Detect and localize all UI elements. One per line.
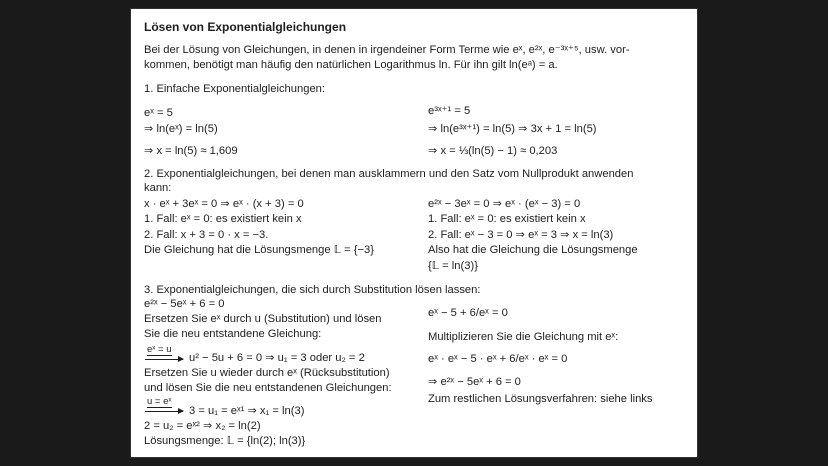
section2-heading: 2. Exponentialgleichungen, bei denen man ausklammern und den Satz vom Nullprodukt anwenden [144, 168, 634, 180]
section1-right-line: e³ˣ⁺¹ = 5 [428, 105, 471, 117]
back-substitution-label: u = eˣ [147, 396, 172, 407]
document-page [131, 9, 697, 457]
section3-right-line: eˣ − 5 + 6/eˣ = 0 [428, 307, 508, 319]
section2-right-line: e²ˣ − 3eˣ = 0 ⇒ eˣ · (eˣ − 3) = 0 [428, 198, 581, 210]
section2-left-line: 2. Fall: x + 3 = 0 · x = −3. [144, 229, 269, 241]
substitution-arrow [145, 359, 183, 360]
section1-right-line: ⇒ x = ⅓(ln(5) − 1) ≈ 0,203 [428, 145, 558, 157]
section2-right-line: 1. Fall: eˣ = 0: es existiert kein x [428, 213, 586, 225]
section1-left-line: eˣ = 5 [144, 107, 173, 119]
section1-right-line: ⇒ ln(e³ˣ⁺¹) = ln(5) ⇒ 3x + 1 = ln(5) [428, 123, 597, 135]
section2-left-line: 1. Fall: eˣ = 0: es existiert kein x [144, 213, 302, 225]
section2-heading: kann: [144, 182, 172, 194]
section2-right-line: {𝕃 = ln(3)} [428, 260, 478, 272]
substitution-label: eˣ = u [147, 344, 172, 355]
section3-right-line: Zum restlichen Lösungsverfahren: siehe links [428, 393, 653, 405]
section2-left-line: Die Gleichung hat die Lösungsmenge 𝕃 = {−3} [144, 244, 374, 256]
section3-left-line: Ersetzen Sie eˣ durch u (Substitution) und lösen [144, 313, 382, 325]
page-title: Lösen von Exponentialgleichungen [144, 20, 347, 34]
section1-heading: 1. Einfache Exponentialgleichungen: [144, 83, 325, 95]
back-substitution-arrow [145, 411, 183, 412]
section3-right-line: ⇒ e²ˣ − 5eˣ + 6 = 0 [428, 376, 521, 388]
section3-left-line: e²ˣ − 5eˣ + 6 = 0 [144, 298, 225, 310]
section3-left-line: Lösungsmenge: 𝕃 = {ln(2); ln(3)} [144, 435, 306, 447]
section3-right-line: Multiplizieren Sie die Gleichung mit eˣ: [428, 331, 619, 343]
section1-left-line: ⇒ x = ln(5) ≈ 1,609 [144, 145, 238, 157]
intro-line: Bei der Lösung von Gleichungen, in denen in irgendeiner Form Terme wie eˣ, e²ˣ, e⁻³ˣ⁺⁵, usw. vor- [144, 44, 630, 56]
section3-left-line: 3 = u₁ = eˣ¹ ⇒ x₁ = ln(3) [189, 405, 305, 417]
section3-right-line: eˣ · eˣ − 5 · eˣ + 6/eˣ · eˣ = 0 [428, 353, 568, 365]
section2-right-line: 2. Fall: eˣ − 3 = 0 ⇒ eˣ = 3 ⇒ x = ln(3) [428, 229, 614, 241]
section1-left-line: ⇒ ln(eˣ) = ln(5) [144, 123, 218, 135]
section3-left-line: u² − 5u + 6 = 0 ⇒ u₁ = 3 oder u₂ = 2 [189, 352, 365, 364]
section3-heading: 3. Exponentialgleichungen, die sich durch Substitution lösen lassen: [144, 284, 481, 296]
intro-line: kommen, benötigt man häufig den natürlichen Logarithmus ln. Für ihn gilt ln(eᵃ) = a. [144, 59, 558, 71]
section3-left-line: Ersetzen Sie u wieder durch eˣ (Rücksubstitution) [144, 367, 390, 379]
section3-left-line: Sie die neu entstandene Gleichung: [144, 328, 322, 340]
section2-right-line: Also hat die Gleichung die Lösungsmenge [428, 244, 638, 256]
section2-left-line: x · eˣ + 3eˣ = 0 ⇒ eˣ · (x + 3) = 0 [144, 198, 304, 210]
section3-left-line: 2 = u₂ = eˣ² ⇒ x₂ = ln(2) [144, 420, 261, 432]
section3-left-line: und lösen Sie die neu entstandenen Gleichungen: [144, 382, 392, 394]
